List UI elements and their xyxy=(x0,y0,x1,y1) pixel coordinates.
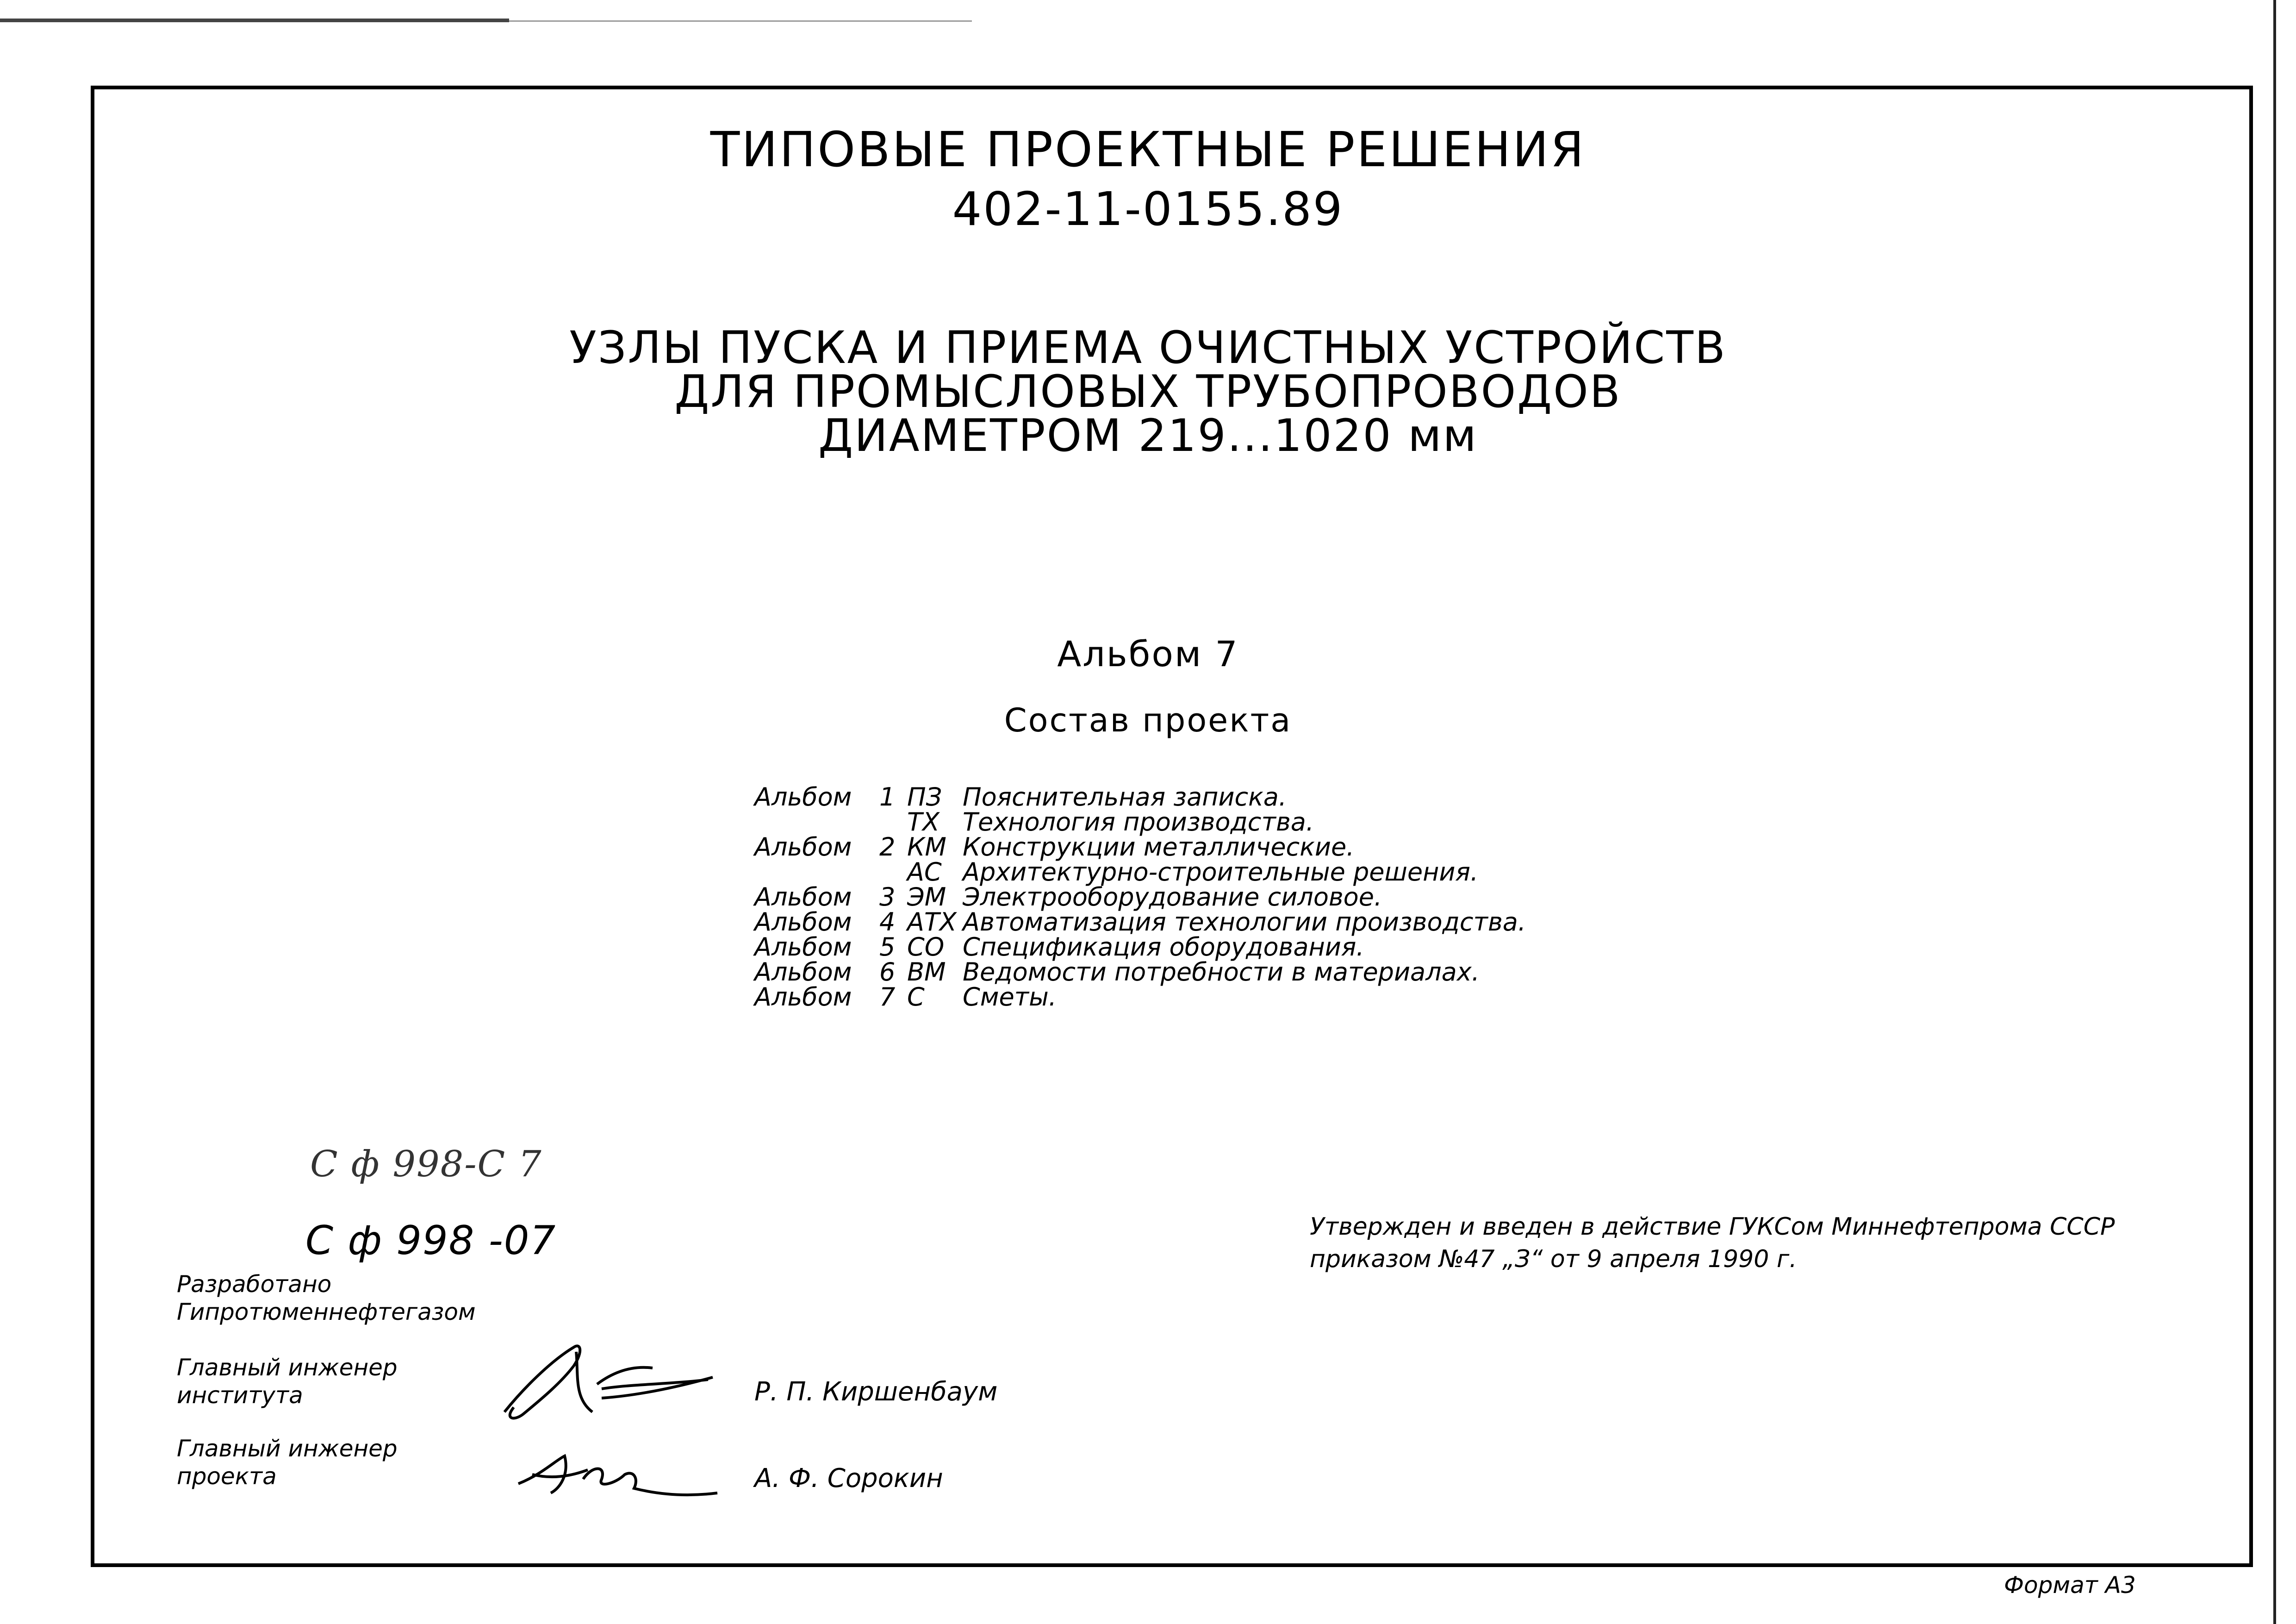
subject-line-2: ДЛЯ ПРОМЫСЛОВЫХ ТРУБОПРОВОДОВ xyxy=(674,366,1622,418)
approval-line-1: Утвержден и введен в действие ГУКСом Миннефтепрома СССР xyxy=(1310,1213,2115,1241)
signature-kirshenbaum xyxy=(495,1333,736,1426)
section-title: Конструкции металлические. xyxy=(963,832,1355,862)
album-number: 2 xyxy=(879,832,896,862)
album-word: Альбом xyxy=(754,982,852,1012)
subject-line-3: ДИАМЕТРОМ 219...1020 мм xyxy=(818,410,1478,462)
document-number: С ф 998 -07 xyxy=(305,1218,557,1264)
chief-institute-label-2: института xyxy=(177,1382,303,1409)
section-title: Спецификация оборудования. xyxy=(963,932,1364,962)
section-title: Сметы. xyxy=(963,982,1057,1012)
album-word: Альбом xyxy=(754,957,852,987)
album-number: 4 xyxy=(879,907,896,937)
signature-sorokin xyxy=(514,1447,754,1512)
album-number: 7 xyxy=(879,982,896,1012)
section-title: Ведомости потребности в материалах. xyxy=(963,957,1480,987)
section-title: Автоматизация технологии производства. xyxy=(963,907,1526,937)
document-type-title: ТИПОВЫЕ ПРОЕКТНЫЕ РЕШЕНИЯ xyxy=(710,121,1586,178)
section-title: Архитектурно-строительные решения. xyxy=(963,857,1479,887)
section-title: Пояснительная записка. xyxy=(963,782,1287,812)
album-label: Альбом 7 xyxy=(1057,633,1239,675)
section-code: ТХ xyxy=(907,807,940,837)
album-word: Альбом xyxy=(754,932,852,962)
section-code: АТХ xyxy=(907,907,957,937)
chief-institute-label: Главный инженер xyxy=(177,1354,398,1381)
album-number: 3 xyxy=(879,882,896,912)
subject-line-1: УЗЛЫ ПУСКА И ПРИЕМА ОЧИСТНЫХ УСТРОЙСТВ xyxy=(569,322,1727,374)
approval-line-2: приказом №47 „З“ от 9 апреля 1990 г. xyxy=(1310,1245,1797,1273)
composition-title: Состав проекта xyxy=(1004,701,1292,739)
section-code: СО xyxy=(907,932,945,962)
album-number: 5 xyxy=(879,932,896,962)
chief-project-name: А. Ф. Сорокин xyxy=(754,1463,943,1493)
handwritten-number: С ф 998-С 7 xyxy=(310,1143,542,1185)
scan-artifact xyxy=(509,20,972,22)
section-code: АС xyxy=(907,857,942,887)
developer-org: Гипротюменнефтегазом xyxy=(177,1299,476,1325)
album-number: 1 xyxy=(879,782,896,812)
chief-project-label-2: проекта xyxy=(177,1463,277,1490)
scan-artifact xyxy=(0,19,509,22)
album-word: Альбом xyxy=(754,832,852,862)
developer-label: Разработано xyxy=(177,1271,332,1298)
section-code: КМ xyxy=(907,832,946,862)
album-number: 6 xyxy=(879,957,896,987)
section-title: Технология производства. xyxy=(963,807,1314,837)
chief-institute-name: Р. П. Киршенбаум xyxy=(754,1377,998,1407)
chief-project-label: Главный инженер xyxy=(177,1435,398,1462)
section-title: Электрооборудование силовое. xyxy=(963,882,1382,912)
document-code: 402-11-0155.89 xyxy=(952,182,1344,236)
section-code: С xyxy=(907,982,925,1012)
album-word: Альбом xyxy=(754,882,852,912)
section-code: ЭМ xyxy=(907,882,946,912)
section-code: ВМ xyxy=(907,957,946,987)
format-label: Формат А3 xyxy=(2004,1572,2136,1599)
album-word: Альбом xyxy=(754,782,852,812)
page-edge xyxy=(2273,0,2276,1624)
section-code: ПЗ xyxy=(907,782,942,812)
album-word: Альбом xyxy=(754,907,852,937)
